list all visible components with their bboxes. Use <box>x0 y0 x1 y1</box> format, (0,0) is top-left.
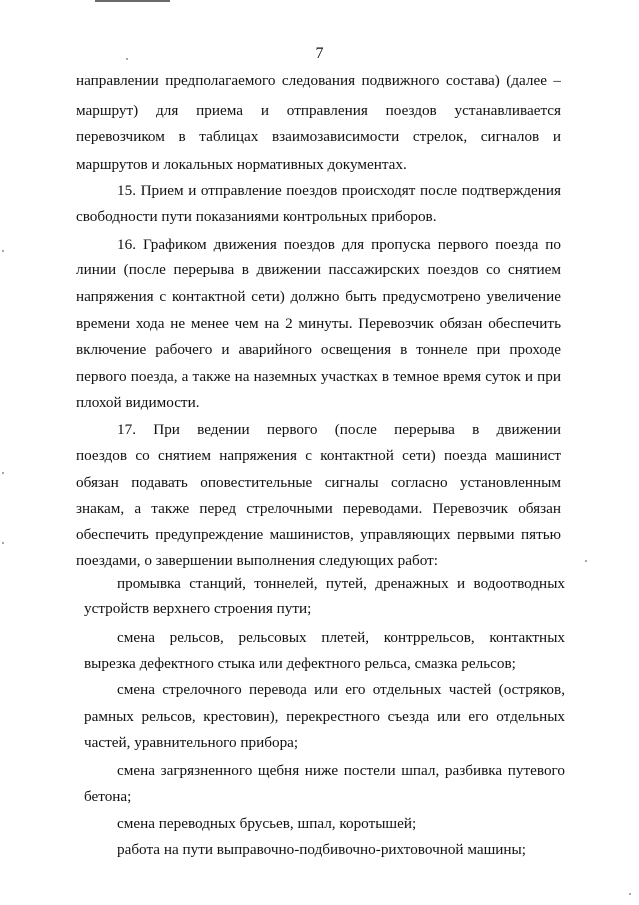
scan-speck <box>585 560 587 562</box>
scan-speck <box>629 893 631 895</box>
list-item: смена стрелочного перевода или его отдельных частей (остряков, <box>117 681 565 698</box>
scan-speck <box>126 58 128 60</box>
scan-speck <box>2 472 4 474</box>
text-line: поездов со снятием напряжения с контактной сети) поезда машинист <box>76 447 561 464</box>
list-item-continuation: частей, уравнительного прибора; <box>84 734 299 751</box>
list-item-continuation: устройств верхнего строения пути; <box>84 600 312 617</box>
text-line: обеспечить предупреждение машинистов, управляющих первыми пятью <box>76 526 561 543</box>
list-item: смена рельсов, рельсовых плетей, контррельсов, контактных <box>117 629 565 646</box>
scan-speck <box>2 542 4 544</box>
list-item: промывка станций, тоннелей, путей, дренажных и водоотводных <box>117 575 565 592</box>
text-line: маршрут) для приема и отправления поездов устанавливается <box>76 102 561 119</box>
text-line: перевозчиком в таблицах взаимозависимости стрелок, сигналов и <box>76 128 561 145</box>
list-item: смена загрязненного щебня ниже постели шпал, разбивка путевого <box>117 762 565 779</box>
list-item-continuation: бетона; <box>84 788 132 805</box>
text-line: знакам, а также перед стрелочными переводами. Перевозчик обязан <box>76 500 561 517</box>
scan-speck <box>2 250 4 252</box>
list-item-continuation: вырезка дефектного стыка или дефектного рельса, смазка рельсов; <box>84 655 516 672</box>
text-line: 15. Прием и отправление поездов происходят после подтверждения <box>117 182 561 199</box>
text-line: маршрутов и локальных нормативных документах. <box>76 156 407 173</box>
text-line: свободности пути показаниями контрольных приборов. <box>76 208 437 225</box>
text-line: поездами, о завершении выполнения следующих работ: <box>76 552 438 569</box>
text-line: времени хода не менее чем на 2 минуты. Перевозчик обязан обеспечить <box>76 315 561 332</box>
text-line: направлении предполагаемого следования подвижного состава) (далее – <box>76 72 561 89</box>
text-line: обязан подавать оповестительные сигналы согласно установленным <box>76 474 561 491</box>
page-number: 7 <box>315 45 324 62</box>
list-item: смена переводных брусьев, шпал, коротышей; <box>117 815 417 832</box>
text-line: плохой видимости. <box>76 394 200 411</box>
text-line: первого поезда, а также на наземных участках в темное время суток и при <box>76 368 561 385</box>
list-item: работа на пути выправочно-подбивочно-рихтовочной машины; <box>117 841 526 858</box>
list-item-continuation: рамных рельсов, крестовин), перекрестного съезда или его отдельных <box>84 708 565 725</box>
scan-edge-mark <box>95 0 170 2</box>
text-line: 16. Графиком движения поездов для пропуска первого поезда по <box>117 236 561 253</box>
text-line: 17. При ведении первого (после перерыва в движении <box>117 421 561 438</box>
text-line: линии (после перерыва в движении пассажирских поездов со снятием <box>76 261 561 278</box>
text-line: включение рабочего и аварийного освещения в тоннеле при проходе <box>76 341 561 358</box>
text-line: напряжения с контактной сети) должно быть предусмотрено увеличение <box>76 288 561 305</box>
